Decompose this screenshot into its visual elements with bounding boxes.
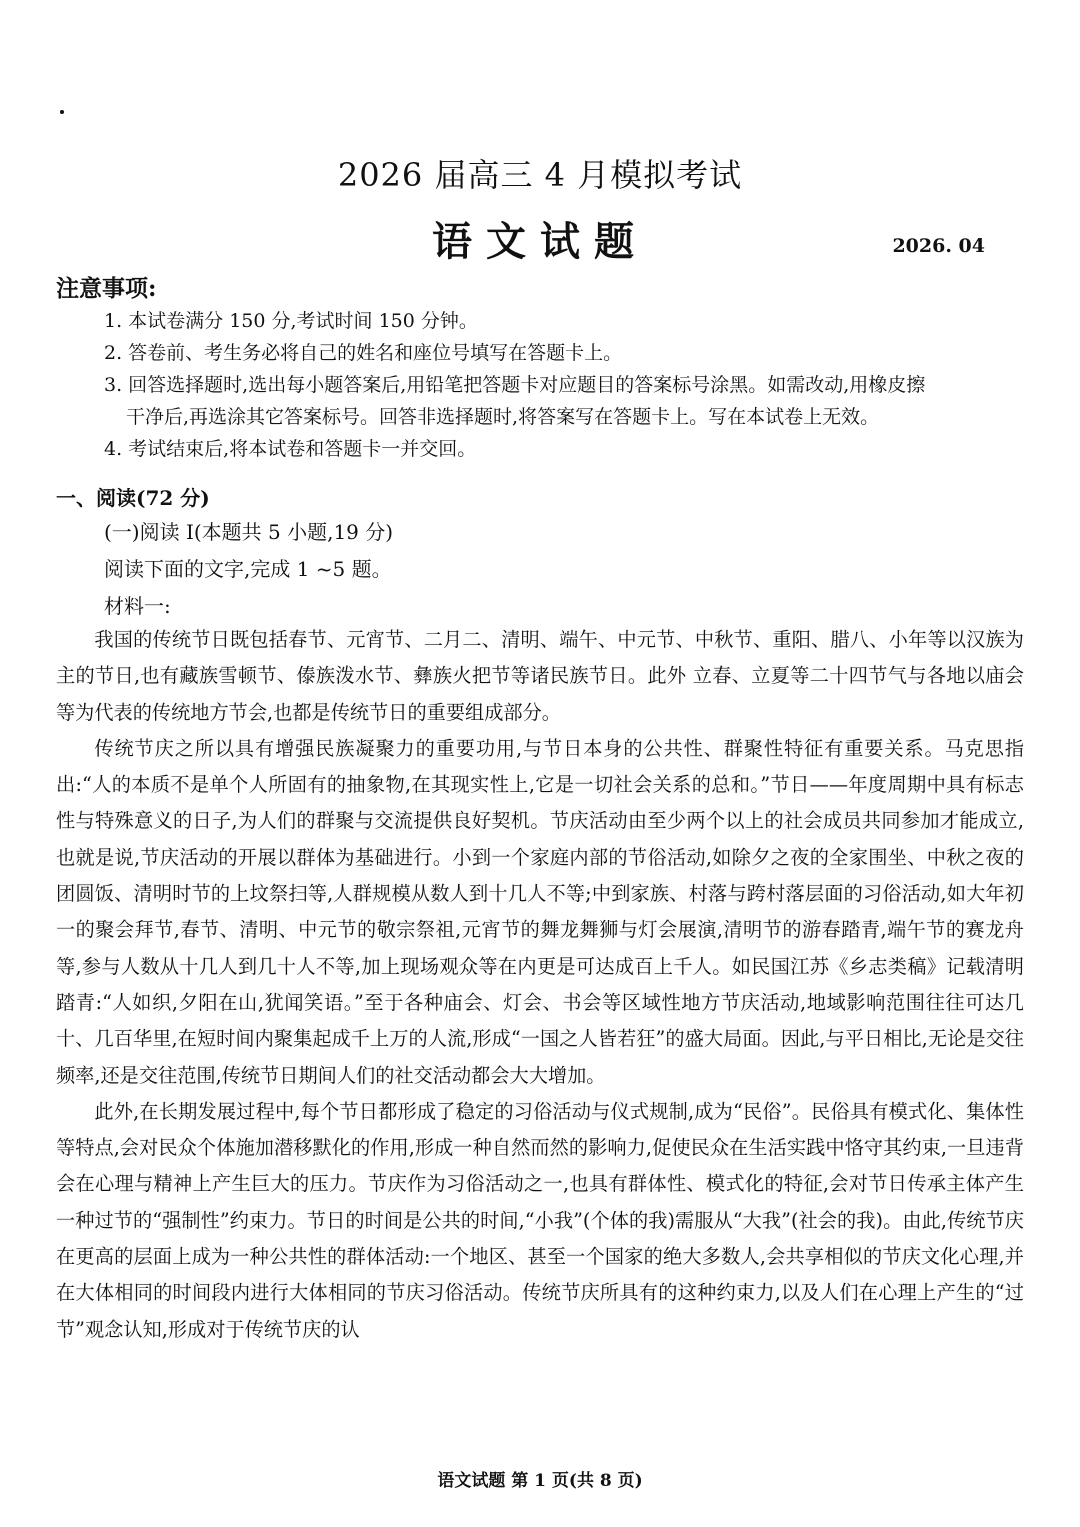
material-label: 材料一: [104,594,171,618]
paragraph: 传统节庆之所以具有增强民族凝聚力的重要功用,与节日本身的公共性、群聚性特征有重要关系。马克思指出:“人的本质不是单个人所固有的抽象物,在其现实性上,它是一切社会关系的总和。”节日——年度周期中具有标志性与特殊意义的日子,为人们的群聚与交流提供良好契机。节庆活动由至少两个以上的社会成员共同参加才能成立,也就是说,节庆活动的开展以群体为基础进行。小到一个家庭内部的节俗活动,如除夕之夜的全家围坐、中秋之夜的团圆饭、清明时节的上坟祭扫等,人群规模从数人到十几人不等;中到家族、村落与跨村落层面的习俗活动,如大年初一的聚会拜节,春节、清明、中元节的敬宗祭祖,元宵节的舞龙舞狮与灯会展演,清明节的游春踏青,端午节的赛龙舟等,参与人数从十几人到几十人不等,加上现场观众等在内更是可达成百上千人。如民国江苏《乡志类稿》记载清明踏青:“人如织,夕阳在山,犹闻笑语。”至于各种庙会、灯会、书会等区域性地方节庆活动,地域影响范围往往可达几十、几百华里,在短时间内聚集起成千上万的人流,形成“一国之人皆若狂”的盛大局面。因此,与平日相比,无论是交往频率,还是交往范围,传统节日期间人们的社交活动都会大大增加。 [56,736,1024,1087]
reading-passage [56,622,1024,1348]
part-title: (一)阅读 I(本题共 5 小题,19 分) [104,520,394,544]
notice-heading: 注意事项: [56,275,157,302]
notice-item: 2. 答卷前、考生务必将自己的姓名和座位号填写在答题卡上。 [104,342,623,364]
notice-item: 4. 考试结束后,将本试卷和答题卡一并交回。 [104,438,477,460]
paragraph: 此外,在长期发展过程中,每个节日都形成了稳定的习俗活动与仪式规制,成为“民俗”。民俗具有模式化、集体性等特点,会对民众个体施加潜移默化的作用,形成一种自然而然的影响力,促使民众在生活实践中恪守其约束,一旦违背会在心理与精神上产生巨大的压力。节庆作为习俗活动之一,也具有群体性、模式化的特征,会对节日传承主体产生一种过节的“强制性”约束力。节日的时间是公共的时间,“小我”(个体的我)需服从“大我”(社会的我)。由此,传统节庆在更高的层面上成为一种公共性的群体活动:一个地区、甚至一个国家的绝大多数人,会共享相似的节庆文化心理,并在大体相同的时间段内进行大体相同的节庆习俗活动。传统节庆所具有的这种约束力,以及人们在心理上产生的“过节”观念认知,形成对于传统节庆的认 [56,1099,1024,1341]
notice-item: 3. 回答选择题时,选出每小题答案后,用铅笔把答题卡对应题目的答案标号涂黑。如需改动,用橡皮擦 [104,374,926,396]
exam-title: 2026 届高三 4 月模拟考试 [337,156,743,194]
notice-list [104,305,1034,465]
scan-dot [60,110,64,114]
instruction: 阅读下面的文字,完成 1 ~5 题。 [104,557,392,581]
section-title: 一、阅读(72 分) [56,486,210,510]
paragraph: 我国的传统节日既包括春节、元宵节、二月二、清明、端午、中元节、中秋节、重阳、腊八、小年等以汉族为主的节日,也有藏族雪顿节、傣族泼水节、彝族火把节等诸民族节日。此外 立春、立夏等二十四节气与各地以庙会等为代表的传统地方节会,也都是传统节日的重要组成部分。 [56,628,1024,724]
notice-item: 1. 本试卷满分 150 分,考试时间 150 分钟。 [104,310,478,332]
exam-date: 2026. 04 [892,235,985,257]
page-footer: 语文试题 第 1 页(共 8 页) [437,1471,643,1491]
notice-item-continuation: 干净后,再选涂其它答案标号。回答非选择题时,将答案写在答题卡上。写在本试卷上无效。 [126,406,880,428]
subject-title: 语文试题 [432,218,648,265]
